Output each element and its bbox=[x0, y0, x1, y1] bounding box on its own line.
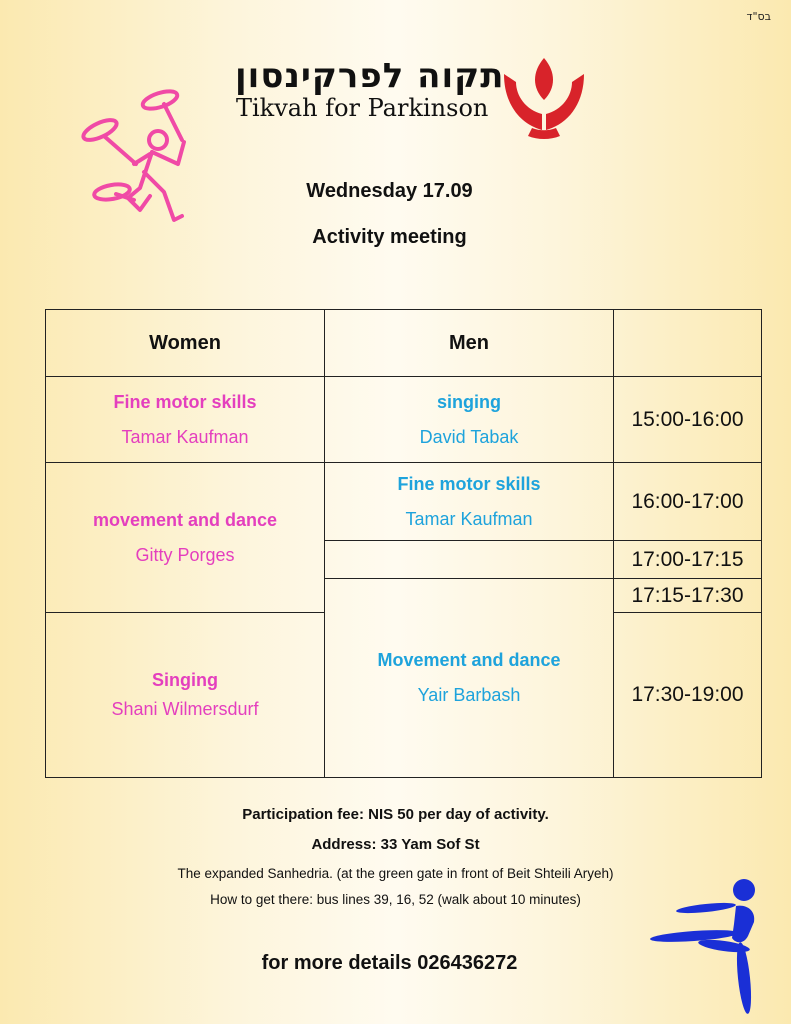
women-leader-1: Tamar Kaufman bbox=[121, 426, 249, 447]
women-leader-2: Gitty Porges bbox=[135, 544, 235, 565]
juggling-dancer-icon bbox=[78, 82, 213, 232]
address: Address: 33 Yam Sof St bbox=[311, 836, 480, 853]
women-activity-1: Fine motor skills bbox=[113, 391, 257, 412]
women-leader-3: Shani Wilmersdurf bbox=[111, 699, 259, 719]
logo-hebrew-text: תקוה לפרקינסון bbox=[235, 56, 505, 96]
women-activity-3: Singing bbox=[152, 670, 218, 690]
header-men: Men bbox=[325, 310, 614, 377]
header-time bbox=[614, 310, 762, 377]
event-subtitle: Activity meeting bbox=[312, 226, 467, 248]
time-slot-1: 15:00-16:00 bbox=[614, 377, 762, 463]
men-slot-3 bbox=[325, 579, 614, 778]
participation-fee: Participation fee: NIS 50 per day of activity. bbox=[242, 806, 549, 823]
corner-blessing-mark: בס"ד bbox=[746, 10, 771, 23]
men-leader-2: Tamar Kaufman bbox=[405, 508, 533, 529]
directions: How to get there: bus lines 39, 16, 52 (walk about 10 minutes) bbox=[210, 892, 581, 907]
header-women: Women bbox=[46, 310, 325, 377]
time-slot-2: 16:00-17:00 bbox=[614, 463, 762, 541]
schedule-table bbox=[45, 309, 762, 778]
men-activity-2: Fine motor skills bbox=[397, 473, 541, 494]
time-slot-3: 17:00-17:15 bbox=[614, 541, 762, 579]
men-activity-3: Movement and dance bbox=[377, 650, 561, 670]
men-break-cell bbox=[325, 541, 614, 579]
men-slot-2 bbox=[325, 463, 614, 541]
logo-english-text: Tikvah for Parkinson bbox=[236, 94, 489, 122]
time-slot-5: 17:30-19:00 bbox=[614, 613, 762, 778]
time-slot-4: 17:15-17:30 bbox=[614, 579, 762, 613]
tulip-logo-icon bbox=[498, 52, 590, 144]
running-figure-icon bbox=[648, 874, 778, 1019]
women-slot-3 bbox=[46, 613, 325, 778]
men-slot-1 bbox=[325, 377, 614, 463]
event-date: Wednesday 17.09 bbox=[306, 180, 473, 202]
men-leader-3: Yair Barbash bbox=[417, 685, 521, 705]
men-leader-1: David Tabak bbox=[419, 426, 519, 447]
women-slot-2 bbox=[46, 463, 325, 613]
contact-details: for more details 026436272 bbox=[261, 952, 518, 974]
women-activity-2: movement and dance bbox=[92, 509, 278, 530]
women-slot-1 bbox=[46, 377, 325, 463]
men-activity-1: singing bbox=[437, 391, 501, 412]
location-note: The expanded Sanhedria. (at the green gate in front of Beit Shteili Aryeh) bbox=[177, 866, 614, 881]
